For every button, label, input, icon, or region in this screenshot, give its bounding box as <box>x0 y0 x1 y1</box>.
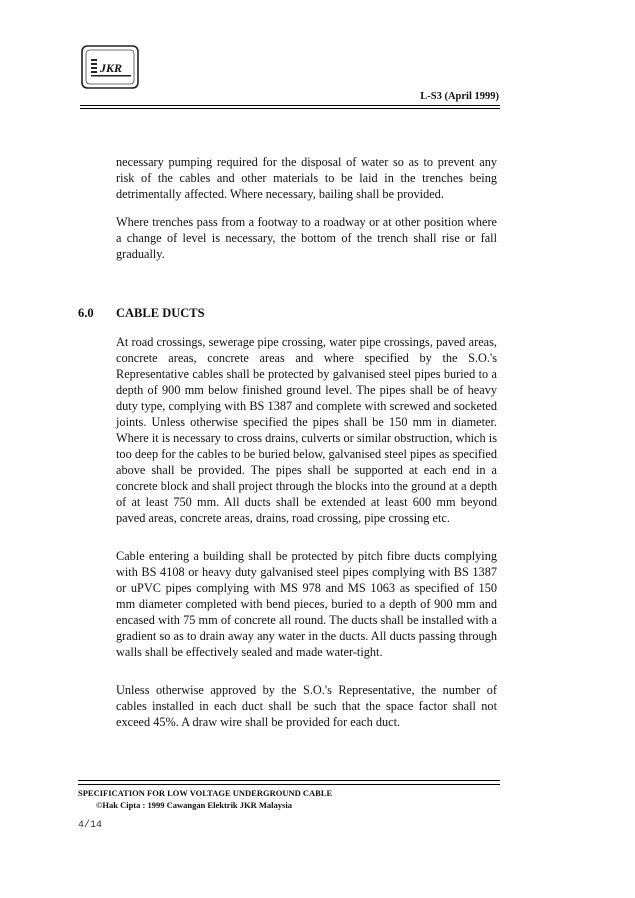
footer-copyright: ©Hak Cipta : 1999 Cawangan Elektrik JKR Malaysia <box>96 800 292 810</box>
footer-spec-title: SPECIFICATION FOR LOW VOLTAGE UNDERGROUND CABLE <box>78 788 333 798</box>
paragraph-cable-ducts-2: Cable entering a building shall be protected by pitch fibre ducts complying with BS 4108 or heavy duty galvanised steel pipes complying with BS 1387 or uPVC pipes complying with MS 978 and MS 1063 as specified of 150 mm diameter completed with bend pieces, buried to a depth of 900 mm and encased with 75 mm of concrete all round. The ducts shall be installed with a gradient so as to drain away any water in the ducts. All ducts passing through walls shall be effectively sealed and made water-tight. <box>116 549 497 659</box>
header-rule-secondary <box>80 108 500 109</box>
jkr-logo-icon <box>80 44 140 90</box>
document-reference: L-S3 (April 1999) <box>420 91 499 102</box>
paragraph-intro-2: Where trenches pass from a footway to a roadway or at other position where a change of level is necessary, the bottom of the trench shall rise or fall gradually. <box>116 215 497 261</box>
section-title: CABLE DUCTS <box>116 306 205 320</box>
paragraph-intro-1: necessary pumping required for the disposal of water so as to prevent any risk of the cables and other materials to be laid in the trenches being detrimentally affected. Where necessary, bailing shall be provided. <box>116 155 497 201</box>
svg-text:JKR: JKR <box>100 61 123 75</box>
section-number: 6.0 <box>78 306 94 320</box>
paragraph-cable-ducts-1: At road crossings, sewerage pipe crossing, water pipe crossings, paved areas, concrete areas, concrete areas and where specified by the S.O.'s Representative cables shall be protected by galvanised steel pipes buried to a depth of 900 mm below finished ground level. The pipes shall be of heavy duty type, complying with BS 1387 and complete with screwed and socketed joints. Unless otherwise specified the pipes shall be 150 mm in diameter. Where it is necessary to cross drains, culverts or similar obstruction, which is too deep for the cables to be buried below, galvanised steel pipes as specified above shall be provided. The pipes shall be supported at each end in a concrete block and shall project through the blocks into the ground at a depth of at least 750 mm. All ducts shall be extended at least 600 mm beyond paved areas, concrete areas, drains, road crossing, pipe crossing etc. <box>116 335 497 525</box>
page-number: 4/14 <box>78 820 103 831</box>
header-rule <box>80 105 500 106</box>
jkr-logo <box>80 44 140 90</box>
footer-rule-secondary <box>78 784 500 785</box>
paragraph-cable-ducts-3: Unless otherwise approved by the S.O.'s Representative, the number of cables installed in each duct shall be such that the space factor shall not exceed 45%. A draw wire shall be provided for each duct. <box>116 683 497 729</box>
footer-rule <box>78 780 500 781</box>
